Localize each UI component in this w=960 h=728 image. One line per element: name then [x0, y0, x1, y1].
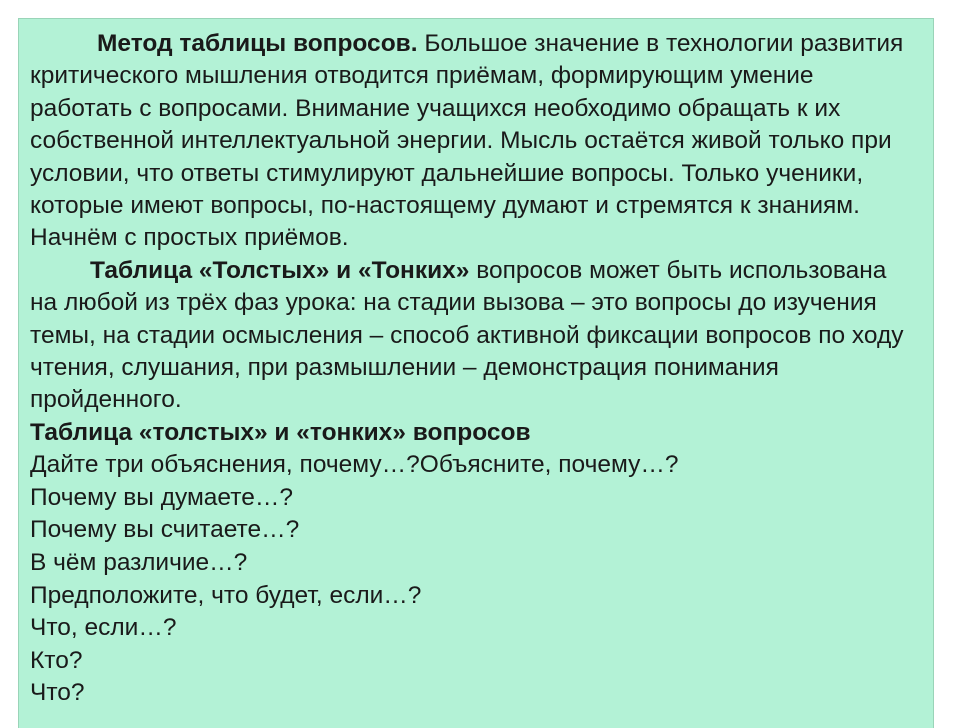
- question-item: Что?: [30, 679, 85, 707]
- question-item: Предположите, что будет, если…?: [30, 581, 422, 609]
- paragraph-table: [30, 255, 910, 417]
- table-title: Таблица «Толстых» и «Тонких»: [90, 256, 470, 284]
- slide-text: [30, 28, 910, 710]
- question-item: Дайте три объяснения, почему…?Объясните, почему…?: [30, 451, 679, 479]
- question-item: Почему вы думаете…?: [30, 483, 293, 511]
- table-text: вопросов может быть использована на любой из трёх фаз урока: на стадии вызова – это вопросы до изучения темы, на стадии осмысления – способ активной фиксации вопросов по ходу чтения, слушания, при размышлении – демонстрация понимания пройденного.: [30, 256, 904, 414]
- method-text: Большое значение в технологии развития критического мышления отводится приёмам, формирующим умение работать с вопросами. Внимание учащихся необходимо обращать к их собственной интеллектуальной энергии. Мысль остаётся живой только при условии, что ответы стимулируют дальнейшие вопросы. Только ученики, которые имеют вопросы, по-настоящему думают и стремятся к знаниям. Начнём с простых приёмов.: [30, 30, 904, 252]
- slide-content-box: [18, 18, 934, 728]
- question-item: В чём различие…?: [30, 549, 248, 577]
- method-title: Метод таблицы вопросов.: [97, 30, 418, 57]
- paragraph-method: [30, 28, 910, 255]
- questions-heading: Таблица «толстых» и «тонких» вопросов: [30, 418, 531, 446]
- question-item: Кто?: [30, 646, 83, 674]
- question-item: Что, если…?: [30, 614, 177, 642]
- question-item: Почему вы считаете…?: [30, 516, 300, 544]
